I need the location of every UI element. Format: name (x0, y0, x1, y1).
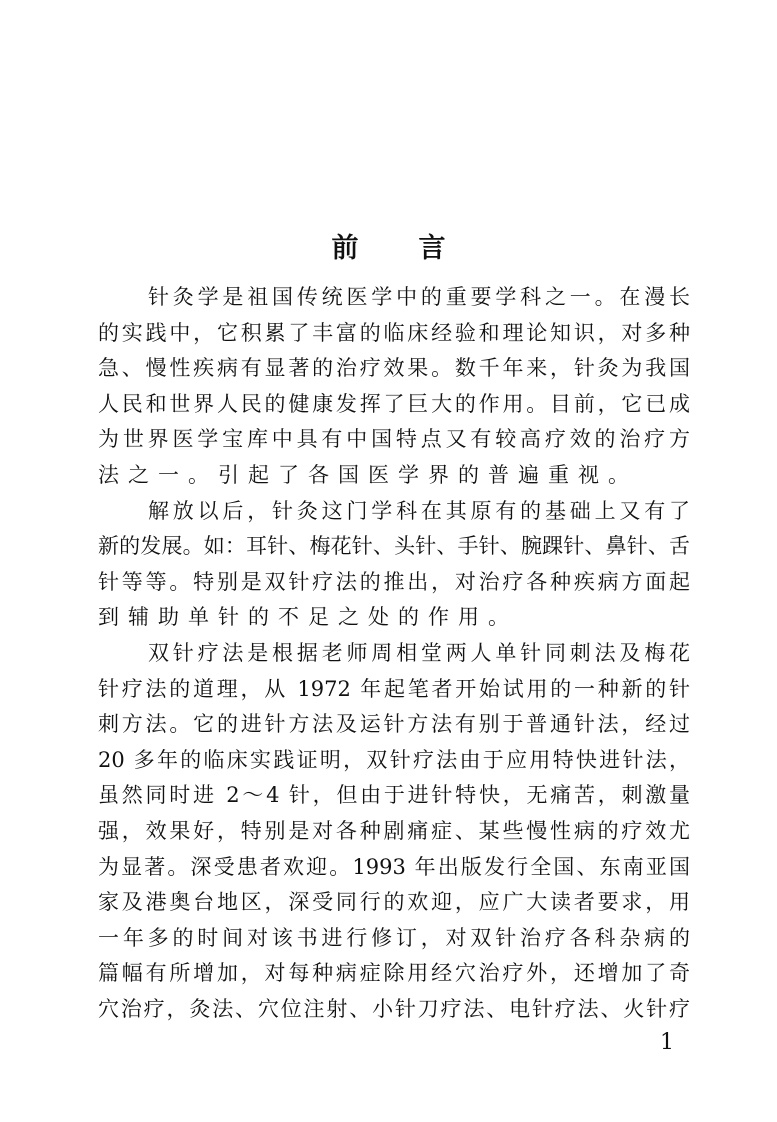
preface-body (98, 280, 690, 1027)
text-line: 急、慢性疾病有显著的治疗效果。数千年来，针灸为我国 (98, 356, 690, 381)
title-char-2: 言 (418, 233, 446, 264)
text-line: 为世界医学宝库中具有中国特点又有较高疗效的治疗方 (98, 427, 690, 452)
text-line: 20 多年的临床实践证明，双针疗法由于应用特快进针法， (98, 747, 690, 772)
page-number: 1 (660, 1030, 674, 1055)
text-line: 篇幅有所增加，对每种病症除用经穴治疗外，还增加了奇 (98, 961, 690, 986)
text-line: 针灸学是祖国传统医学中的重要学科之一。在漫长 (148, 285, 690, 309)
text-line: 虽然同时进 2～4 针，但由于进针特快，无痛苦，刺激量 (98, 783, 690, 808)
text-line: 一年多的时间对该书进行修订，对双针治疗各科杂病的 (98, 925, 690, 950)
text-line: 法之一。引起了各国医学界的普遍重视。 (98, 462, 638, 487)
text-line: 针疗法的道理，从 1972 年起笔者开始试用的一种新的针 (98, 676, 690, 701)
text-line: 的实践中，它积累了丰富的临床经验和理论知识，对多种 (98, 320, 690, 345)
text-line: 双针疗法是根据老师周相堂两人单针同刺法及梅花 (148, 640, 690, 665)
text-line: 刺方法。它的进针方法及运针方法有别于普通针法，经过 (98, 712, 690, 737)
text-line: 新的发展。如：耳针、梅花针、头针、手针、腕踝针、鼻针、舌 (98, 534, 690, 559)
text-line: 针等等。特别是双针疗法的推出，对治疗各种疾病方面起 (98, 569, 690, 594)
text-line: 家及港奥台地区，深受同行的欢迎，应广大读者要求，用 (98, 890, 690, 915)
title-char-1: 前 (331, 233, 359, 264)
text-line: 穴治疗，灸法、穴位注射、小针刀疗法、电针疗法、火针疗 (98, 996, 690, 1021)
text-line: 解放以后，针灸这门学科在其原有的基础上又有了 (148, 498, 690, 523)
text-line: 强，效果好，特别是对各种剧痛症、某些慢性病的疗效尤 (98, 818, 690, 843)
text-line: 人民和世界人民的健康发挥了巨大的作用。目前，它已成 (98, 391, 690, 416)
page-title (0, 226, 777, 265)
text-line: 为显著。深受患者欢迎。1993 年出版发行全国、东南亚国 (98, 854, 690, 879)
text-line: 到辅助单针的不足之处的作用。 (98, 605, 518, 630)
